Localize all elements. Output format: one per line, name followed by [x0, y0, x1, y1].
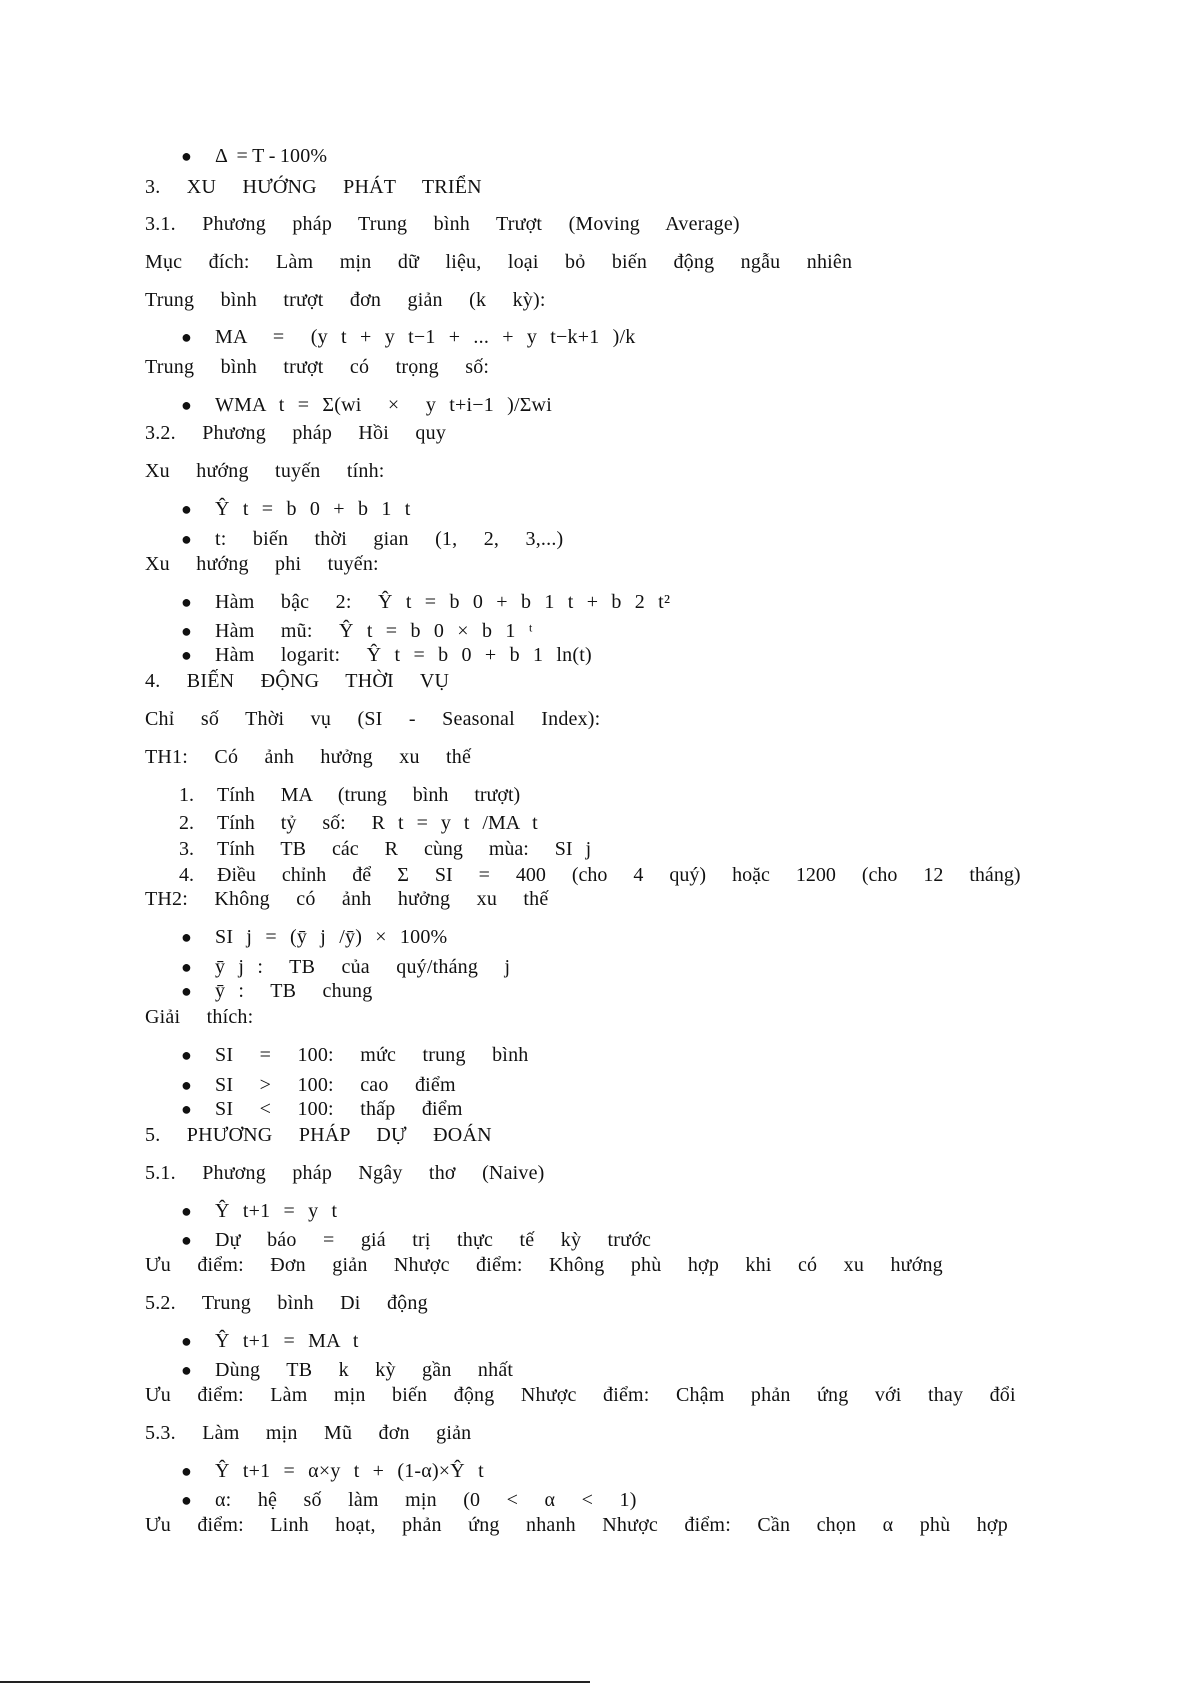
weighted-ma-title: Trung bình trượt có trọng số: [145, 356, 490, 378]
seasonal-index-title: Chỉ số Thời vụ (SI - Seasonal Index): [145, 708, 601, 730]
si-less-text: SI < 100: thấp điểm [215, 1098, 463, 1120]
linear-formula: Ŷ t = b 0 + b 1 t [215, 498, 411, 520]
naive-formula: Ŷ t+1 = y t [215, 1200, 338, 1222]
section-3-1-heading: 3.1. Phương pháp Trung bình Trượt (Moving Average) [145, 213, 740, 235]
bullet-marker: ● [181, 1360, 192, 1380]
exponential-smoothing-pros-cons: Ưu điểm: Linh hoạt, phản ứng nhanh Nhược điểm: Cần chọn α phù hợp [145, 1514, 1008, 1536]
section-5-1-heading: 5.1. Phương pháp Ngây thơ (Naive) [145, 1162, 545, 1184]
naive-description: Dự báo = giá trị thực tế kỳ trước [215, 1229, 652, 1251]
bullet-marker: ● [181, 327, 192, 347]
bullet-marker: ● [181, 1099, 192, 1119]
bullet-marker: ● [181, 981, 192, 1001]
moving-average-pros-cons: Ưu điểm: Làm mịn biến động Nhược điểm: Chậm phản ứng với thay đổi [145, 1384, 1016, 1406]
bullet-marker: ● [181, 1490, 192, 1510]
bullet-marker: ● [181, 1230, 192, 1250]
bullet-marker: ● [181, 957, 192, 977]
step-4-text: Điều chỉnh để Σ SI = 400 (cho 4 quý) hoặc 1200 (cho 12 tháng) [217, 864, 1021, 886]
bullet-marker: ● [181, 1461, 192, 1481]
exponential-formula: Hàm mũ: Ŷ t = b 0 × b 1 ᵗ [215, 620, 533, 642]
si-equal-text: SI = 100: mức trung bình [215, 1044, 529, 1066]
case-1-title: TH1: Có ảnh hưởng xu thế [145, 746, 472, 768]
explanation-title: Giải thích: [145, 1006, 254, 1028]
bullet-marker: ● [181, 1075, 192, 1095]
quadratic-formula: Hàm bậc 2: Ŷ t = b 0 + b 1 t + b 2 t² [215, 591, 671, 613]
wma-formula: WMA t = Σ(wi × y t+i−1 )/Σwi [215, 394, 552, 416]
linear-trend-title: Xu hướng tuyến tính: [145, 460, 385, 482]
bullet-marker: ● [181, 1331, 192, 1351]
naive-pros-cons: Ưu điểm: Đơn giản Nhược điểm: Không phù hợp khi có xu hướng [145, 1254, 943, 1276]
period-mean-definition: ȳ j : TB của quý/tháng j [215, 956, 511, 978]
page-bottom-rule [0, 1681, 590, 1683]
step-number: 2. [179, 812, 194, 834]
bullet-marker: ● [181, 645, 192, 665]
delta-formula: Δ = T - 100% [215, 145, 328, 167]
bullet-marker: ● [181, 927, 192, 947]
bullet-marker: ● [181, 499, 192, 519]
ma-formula: MA = (y t + y t−1 + ... + y t−k+1 )/k [215, 326, 636, 348]
nonlinear-trend-title: Xu hướng phi tuyến: [145, 553, 379, 575]
purpose-text: Mục đích: Làm mịn dữ liệu, loại bỏ biến động ngẫu nhiên [145, 251, 853, 273]
bullet-marker: ● [181, 146, 192, 166]
step-number: 1. [179, 784, 194, 806]
section-3-heading: 3. XU HƯỚNG PHÁT TRIỂN [145, 176, 482, 198]
case-2-title: TH2: Không có ảnh hưởng xu thế [145, 888, 549, 910]
section-5-heading: 5. PHƯƠNG PHÁP DỰ ĐOÁN [145, 1124, 492, 1146]
logarithmic-formula: Hàm logarit: Ŷ t = b 0 + b 1 ln(t) [215, 644, 592, 666]
simple-ma-title: Trung bình trượt đơn giản (k kỳ): [145, 289, 546, 311]
time-variable-definition: t: biến thời gian (1, 2, 3,...) [215, 528, 564, 550]
bullet-marker: ● [181, 621, 192, 641]
section-5-2-heading: 5.2. Trung bình Di động [145, 1292, 428, 1314]
section-4-heading: 4. BIẾN ĐỘNG THỜI VỤ [145, 670, 450, 692]
step-number: 3. [179, 838, 194, 860]
step-1-text: Tính MA (trung bình trượt) [217, 784, 521, 806]
section-3-2-heading: 3.2. Phương pháp Hồi quy [145, 422, 447, 444]
si-formula: SI j = (ȳ j /ȳ) × 100% [215, 926, 448, 948]
exponential-smoothing-formula: Ŷ t+1 = α×y t + (1-α)×Ŷ t [215, 1460, 484, 1482]
overall-mean-definition: ȳ : TB chung [215, 980, 373, 1002]
moving-average-forecast-description: Dùng TB k kỳ gần nhất [215, 1359, 514, 1381]
step-2-text: Tính tỷ số: R t = y t /MA t [217, 812, 538, 834]
bullet-marker: ● [181, 592, 192, 612]
section-5-3-heading: 5.3. Làm mịn Mũ đơn giản [145, 1422, 472, 1444]
alpha-definition: α: hệ số làm mịn (0 < α < 1) [215, 1489, 637, 1511]
moving-average-forecast-formula: Ŷ t+1 = MA t [215, 1330, 359, 1352]
step-3-text: Tính TB các R cùng mùa: SI j [217, 838, 592, 860]
bullet-marker: ● [181, 1045, 192, 1065]
si-greater-text: SI > 100: cao điểm [215, 1074, 456, 1096]
bullet-marker: ● [181, 529, 192, 549]
step-number: 4. [179, 864, 194, 886]
bullet-marker: ● [181, 1201, 192, 1221]
bullet-marker: ● [181, 395, 192, 415]
